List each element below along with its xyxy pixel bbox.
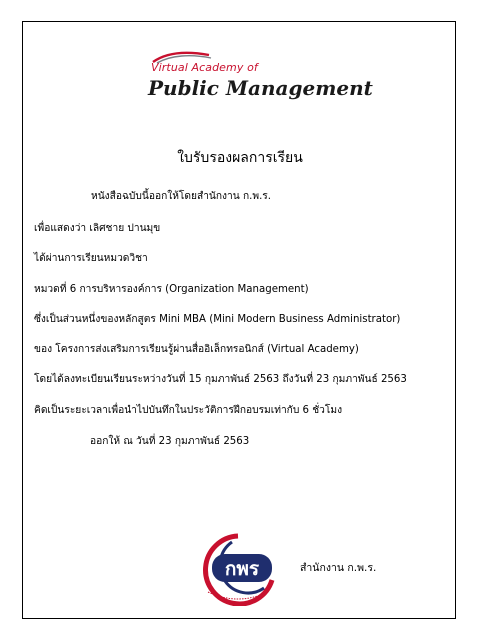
logo-title: Public Management bbox=[148, 76, 373, 100]
issued-by-line: หนังสือฉบับนี้ออกให้โดยสำนักงาน ก.พ.ร. bbox=[91, 191, 272, 202]
duration-line: คิดเป็นระยะเวลาเพื่อนำไปบันทึกในประวัติการฝึกอบรมเท่ากับ 6 ชั่วโมง bbox=[34, 405, 343, 416]
certificate-title: ใบรับรองผลการเรียน bbox=[177, 150, 303, 166]
recipient-line: เพื่อแสดงว่า เลิศชาย ปานมุข bbox=[34, 223, 161, 234]
module-line: หมวดที่ 6 การบริหารองค์การ (Organization Management) bbox=[34, 284, 309, 295]
passed-line: ได้ผ่านการเรียนหมวดวิชา bbox=[34, 253, 148, 264]
issuer-label: สำนักงาน ก.พ.ร. bbox=[300, 562, 377, 574]
issue-date-line: ออกให้ ณ วันที่ 23 กุมภาพันธ์ 2563 bbox=[90, 436, 250, 447]
opdc-seal bbox=[198, 532, 280, 606]
seal-logo-text: กพร bbox=[224, 559, 260, 580]
registration-period-line: โดยได้ลงทะเบียนเรียนระหว่างวันที่ 15 กุมภาพันธ์ 2563 ถึงวันที่ 23 กุมภาพันธ์ 2563 bbox=[34, 374, 407, 385]
vapm-logo bbox=[147, 50, 373, 120]
logo-subtitle: Virtual Academy of bbox=[151, 61, 258, 74]
course-line: ซึ่งเป็นส่วนหนึ่งของหลักสูตร Mini MBA (Mini Modern Business Administrator) bbox=[34, 314, 401, 325]
project-line: ของ โครงการส่งเสริมการเรียนรู้ผ่านสื่ออิเล็กทรอนิกส์ (Virtual Academy) bbox=[34, 344, 359, 355]
